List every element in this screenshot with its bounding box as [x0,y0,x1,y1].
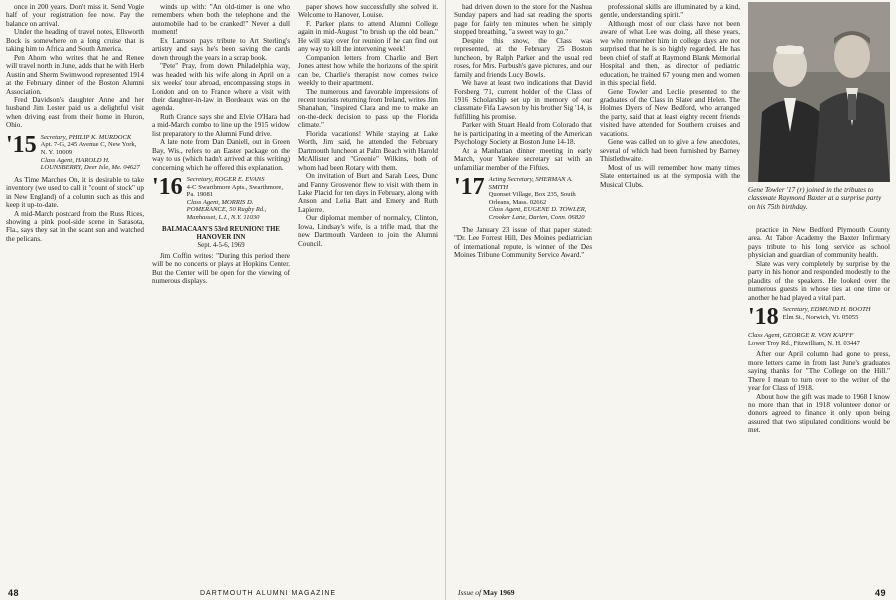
paragraph: Companion letters from Charlie and Bert Jones attest how while the horizons of the spirit can be, Charlie's therapist now comes twice weekly to their apartment. [298,53,438,88]
class-secretary-info [783,306,871,321]
paragraph: Jim Coffin writes: "During this period there will be no concerts or plays at Hopkins Center. But the Center will be open for the viewing of numerous displays. [152,251,290,285]
paragraph: The numerous and favorable impressions of recent tourists returning from Ireland, writes Jim Shanahan, "inspired Clara and me to make an on-the-deck decision to pass up the Florida climate." [298,87,438,130]
photo-gene-towler-raymond-baxter [748,2,890,182]
secretary-address: Elm St., Norwich, Vt. 05055 [782,313,859,321]
reunion-title: BALMACAAN'S 53rd REUNION! THE HANOVER INN [162,225,280,241]
paragraph: After our April column had gone to press, more letters came in from last June's graduates saying thanks for "The College on the Hill." There I mean to turn over to the writer of the year for Class of 1918. [748,350,890,393]
class-header-1918 [748,304,890,331]
paragraph: professional skills are illuminated by a kind, gentle, understanding spirit." [600,3,740,20]
class-header-1917 [454,176,592,222]
magazine-title: DARTMOUTH ALUMNI MAGAZINE [200,590,337,597]
paragraph: Gene Towler and Leclie presented to the graduates of the Class in Slater and Helen. The Holmes Dyers of New Bedford, who arranged the party, said that at least eighty recent friends visited have attended for Southern cruises and vacations. [600,87,740,138]
issue-prefix: Issue of [458,588,482,597]
paragraph: Our diplomat member of normalcy, Clinton, Iowa, Lindsay's wife, is a trifle mad, that the new Dartmouth Vardeen to join the Alumni Council. [298,214,438,248]
secretary-line: Secretary, PHILIP K. MURDOCK [40,133,132,141]
class-secretary-info [489,176,592,222]
paragraph: Despite this snow, the Class was represented, at the February 25 Boston luncheon, by Ralph Parker and the usual red roses, for Mrs. Furbush's gave pictures, and our family and friends Lucy Bowls. [454,36,592,79]
issue-month: May 1969 [483,588,515,597]
paragraph: Slate was very completely by surprise by the party in his honor and responded modestly to the plaudits of the speakers. He looked over the numerous guests in whose ties at one time or another he had played a vital part. [748,259,890,302]
paragraph: practice in New Bedford Plymouth County area. At Tabor Academy the Baxter Infirmary pays tribute to his long service as school physician and guardian of community health. [748,226,890,260]
paragraph: We have at least two indications that David Forsberg '71, current holder of the Class of 1916 Scholarship set up in memory of our classmate Fifa Lawson by his brother Sig '14, is fulfilling his promise. [454,79,592,121]
paragraph: Gene was called on to give a few anecdotes, several of which had been furnished by Barney Thistlethwaite. [600,138,740,164]
secretary-address: Apt. 7-G, 245 Avenue C, New York, N. Y. 10009 [40,141,137,156]
class-secretary-info [187,176,290,222]
left-column-2 [152,3,290,588]
reunion-notice [152,226,290,250]
paragraph: Fred Davidson's daughter Anne and her husband Jim Lester paid us a delightful visit when driving east from their home in Huron, Ohio. [6,95,144,130]
paragraph: Although most of our class have not been aware of what Lee was doing, all these years, we who remember him in college days are not surprised that he is so highly regarded. He has been chief of staff at Raymond Blank Memorial Hospital and then, as director of pediatric education, he trained 67 young men and women in this special field. [600,19,740,88]
secretary-line: Secretary, ROGER E. EVANS [186,176,265,184]
class-agent-block [748,332,890,347]
photo-illustration [748,2,890,182]
left-column-3 [298,3,438,588]
class-header-1915 [6,131,144,172]
secretary-address: Quonset Village, Box 235, South Orleans, Mass. 02662 [488,191,576,206]
paragraph: once in 200 years. Don't miss it. Send Vogie half of your registration fee now. Pay the balance on arrival. [6,3,144,28]
paragraph: Ruth Crance says she and Elvie O'Hara had a mid-March combo to line up the 1915 widow list preparatory to the Alumni Fund drive. [152,112,290,138]
paragraph: had driven down to the store for the Nashua Sunday papers and had sat reading the sports page for fairly ten minutes when he simply stopped breathing, "a sweet way to go." [454,3,592,37]
right-page [448,0,896,600]
class-agent-line: Class Agent, HAROLD H. LOUNSBERRY, Deer Isle, Me. 04627 [40,156,140,172]
photo-caption: Gene Towler '17 (r) joined in the tributes to classmate Raymond Baxter at a surprise party on his 75th birthday. [748,186,882,211]
class-year: '18 [748,304,779,331]
paragraph: Most of us will remember how many times Slate entertained us at the symposia with the Musical Clubs. [600,163,740,189]
secretary-line: Secretary, EDMUND H. BOOTH [782,306,871,314]
paragraph: A late note from Dan Daniell, out in Green Bay, Wis., refers to an Easter package on the way to us (which hadn't arrived at this writing) concerning which he offered this explanation. [152,138,290,172]
secretary-line: Acting Secretary, SHERMAN A. SMITH [488,176,573,191]
paragraph: Under the heading of travel notes, Ellsworth Bock is somewhere on a long cruise that is taking him to Africa and South America. [6,28,144,54]
page-number-right: 49 [874,588,886,598]
paragraph: Pen Ahorn who writes that he and Renee will travel north in June, adds that he with Herb Austin and Sherm Swimwood represented 1914 at the February dinner of the Boston Alumni Association. [6,53,144,96]
right-column-1 [454,3,592,588]
paragraph: As Time Marches On, it is desirable to take inventory (we used to call it "count of stock" up in New England) of a column such as this and keep it up-to-date. [6,175,144,210]
class-year: '16 [152,174,183,201]
paragraph: On invitation of Burt and Sarah Lees, Dunc and Fanny Grosvenor flew to visit with them in Lake Placid for ten days in February, along with Anson and Lelia Batt and Emery and Ruth Lapierre. [298,172,438,214]
secretary-address: 4-C Swarthmore Apts., Swarthmore, Pa. 19081 [186,183,284,199]
left-column-1 [6,3,144,588]
class-agent-address: Lower Troy Rd., Fitzwilliam, N. H. 03447 [748,339,860,347]
class-secretary-info [41,134,144,172]
paragraph: A mid-March postcard from the Russ Rices, showing a pink pool-side scene in Sarasota, Fla., says they sat in the scant sun and watched the pelicans. [6,209,144,243]
paragraph: "Pete" Pray, from down Philadelphia way, was headed with his wife along in April on a six weeks' tour abroad, encompassing stops in London and on to France where a visit with their daughter-in-law in Bordeaux was on the agenda. [152,62,290,113]
page-number-left: 48 [8,588,20,598]
reunion-dates: Sept. 4-5-6, 1969 [197,241,245,249]
paragraph: At a Manhattan dinner meeting in early March, your Yankee secretary sat with an unfamiliar member of the Fifties. [454,146,592,172]
right-column-3 [748,226,890,586]
paragraph: Parker with Stuart Heald from Colorado that he is participating in a meeting of the American Psychology Society at Boston June 14-18. [454,121,592,147]
right-column-2 [600,3,740,423]
class-agent-line: Class Agent, MORRIS D. POMERANCE, 50 Rugby Rd., Manhasset, L.I., N.Y. 11030 [186,198,267,222]
class-year: '17 [454,174,485,201]
paragraph: Florida vacations! While staying at Lake Worth, Jim said, he attended the February Dartmouth luncheon at Palm Beach with Harold McAllister and "Greenie" Wilkins, both of whom had been Rotary with them. [298,129,438,172]
paragraph: paper shows how successfully she solved it. Welcome to Hanover, Louise. [298,3,438,20]
class-agent-line: Class Agent, EUGENE D. TOWLER, Crooker Lane, Darien, Conn. 06820 [488,206,587,222]
paragraph: Ex Lamson pays tribute to Art Sterling's artistry and says he's been saving the cards down through the years in a scrap book. [152,36,290,62]
class-header-1916 [152,176,290,222]
issue-label [458,588,514,597]
left-page [0,0,446,600]
class-agent-line: Class Agent, GEORGE R. VON KAPFF [748,332,854,340]
paragraph: The January 23 issue of that paper stated: "Dr. Lee Forrest Hill, Des Moines pediatrician of international repute, is winner of the Des Moines Tribune Community Service Award." [454,225,592,259]
paragraph: About how the gift was made to 1968 I know no more than that in 1918 volunteer donor or donors agreed to finance it only upon being assured that two stipulated conditions would be met. [748,392,890,435]
class-year: '15 [6,131,37,158]
paragraph: winds up with: "An old-timer is one who remembers when both the telephone and the automobile had to be cranked!" Never a dull moment! [152,3,290,37]
paragraph: F. Parker plans to attend Alumni College again in mid-August "to brush up the old bean." He will stay over for reunion if he can find out any way to kill the intervening week! [298,19,438,54]
